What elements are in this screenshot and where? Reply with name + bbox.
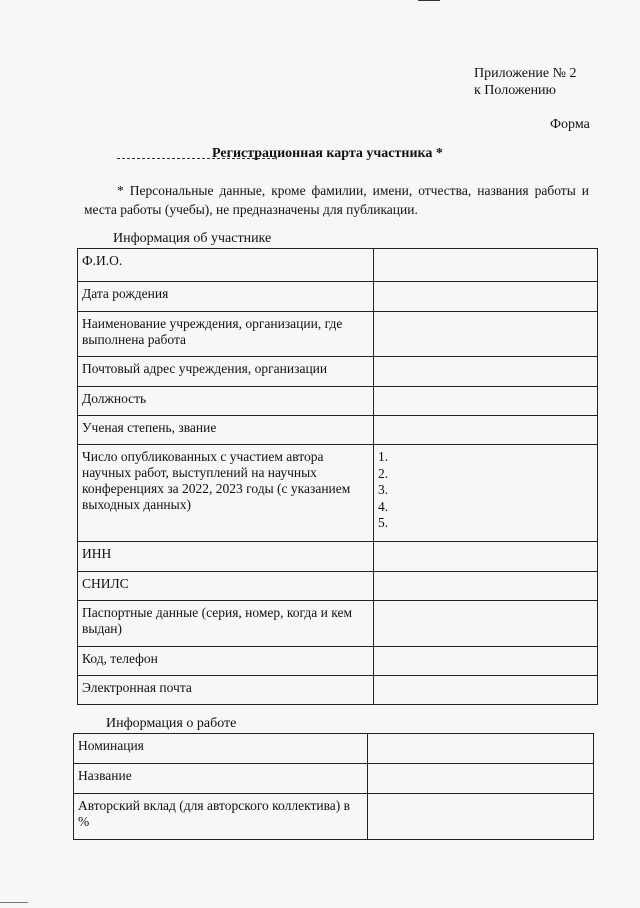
participant-table (77, 248, 598, 705)
table-row (78, 249, 598, 282)
row-label: Номинация (74, 734, 368, 764)
nomination-field[interactable] (368, 734, 594, 764)
table-row (74, 764, 594, 794)
form-label: Форма (550, 117, 590, 132)
footnote: * Персональные данные, кроме фамилии, имени, отчества, названия работы и места работы (учебы), не предназначены для публикации. (84, 183, 589, 217)
participant-section-heading: Информация об участнике (113, 231, 272, 246)
publication-number: 2. (378, 465, 389, 481)
organization-field[interactable] (374, 312, 598, 357)
table-row (78, 387, 598, 416)
postal-address-field[interactable] (374, 357, 598, 387)
row-label: Дата рождения (78, 282, 374, 312)
row-label: Ф.И.О. (78, 249, 374, 282)
birth-date-field[interactable] (374, 282, 598, 312)
row-label: Авторский вклад (для авторского коллектива) в % (74, 794, 368, 840)
table-row (78, 542, 598, 572)
table-row (78, 312, 598, 357)
row-label: Почтовый адрес учреждения, организации (78, 357, 374, 387)
row-label: Код, телефон (78, 647, 374, 676)
scan-edge-mark (418, 0, 440, 1)
row-label: Электронная почта (78, 676, 374, 705)
row-label: Должность (78, 387, 374, 416)
publication-number: 4. (378, 498, 389, 514)
table-row (78, 416, 598, 445)
row-label: Наименование учреждения, организации, где выполнена работа (78, 312, 374, 357)
appendix-reference: к Положению (474, 83, 557, 98)
appendix-number: Приложение № 2 (474, 66, 577, 81)
table-row (78, 357, 598, 387)
table-row (78, 676, 598, 705)
passport-field[interactable] (374, 601, 598, 647)
table-row (78, 647, 598, 676)
scan-margin-mark (0, 902, 28, 903)
publication-number: 5. (378, 515, 389, 530)
table-row (78, 445, 598, 542)
publication-number: 3. (378, 482, 389, 497)
row-label: Ученая степень, звание (78, 416, 374, 445)
table-row (74, 794, 594, 840)
inn-field[interactable] (374, 542, 598, 572)
publications-field[interactable] (374, 445, 598, 542)
table-row (78, 572, 598, 601)
row-label: Число опубликованных с участием автора научных работ, выступлений на научных конференциях за 2022, 2023 годы (с указанием выходных данных) (78, 445, 374, 542)
position-field[interactable] (374, 387, 598, 416)
page-title: Регистрационная карта участника * (212, 146, 443, 161)
row-label: Название (74, 764, 368, 794)
table-row (74, 734, 594, 764)
fio-field[interactable] (374, 249, 598, 282)
appendix-note (474, 65, 577, 99)
title-divider (117, 158, 275, 159)
table-row (78, 282, 598, 312)
phone-field[interactable] (374, 647, 598, 676)
author-contribution-field[interactable] (368, 794, 594, 840)
row-label: Паспортные данные (серия, номер, когда и кем выдан) (78, 601, 374, 647)
row-label: СНИЛС (78, 572, 374, 601)
table-row (78, 601, 598, 647)
publication-number: 1. (378, 449, 389, 464)
snils-field[interactable] (374, 572, 598, 601)
row-label: ИНН (78, 542, 374, 572)
work-table (73, 733, 594, 840)
degree-field[interactable] (374, 416, 598, 445)
email-field[interactable] (374, 676, 598, 705)
work-title-field[interactable] (368, 764, 594, 794)
work-section-heading: Информация о работе (106, 716, 237, 731)
